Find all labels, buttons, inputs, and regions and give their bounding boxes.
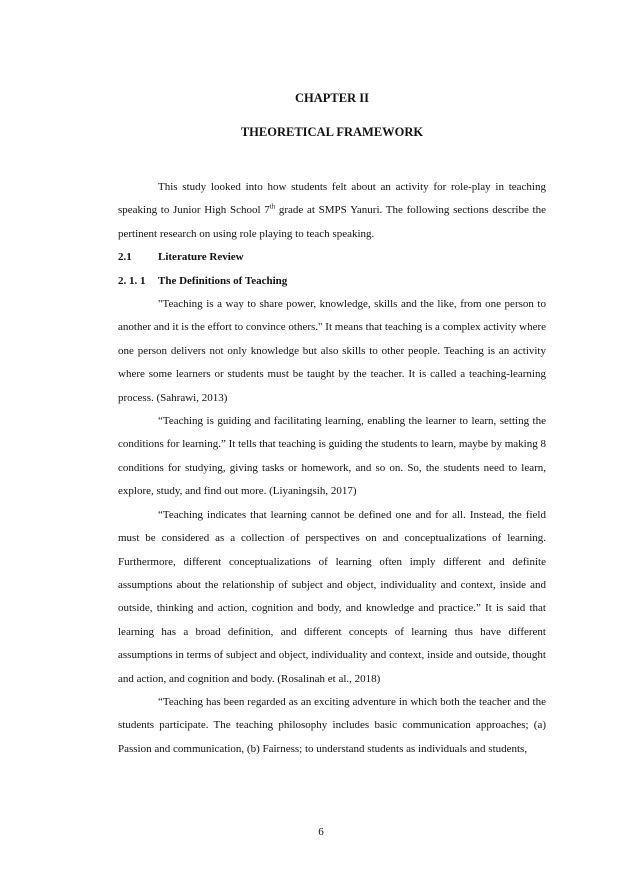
intro-text-start: This study looked into how students felt about an activity for role-play in teaching speaking to Junior High School 7 xyxy=(118,181,546,217)
paragraph-teaching-adventure: “Teaching has been regarded as an exciting adventure in which both the teacher and the students participate. The teaching philosophy includes basic communication approaches; (a) Passion and communication, (b) Fairness; to understand students as individuals and students, xyxy=(118,695,546,755)
paragraph-sahrawi: "Teaching is a way to share power, knowledge, skills and the like, from one person to another and it is the effort to convince others." It means that teaching is a complex activity where one person delivers not only knowledge but also skills to other people. Teaching is an activity where some learners or students must be taught by the teacher. It is called a teaching-learning process. (Sahrawi, 2013) xyxy=(118,298,546,404)
ordinal-superscript: th xyxy=(269,202,276,211)
paragraph-liyaningsih: “Teaching is guiding and facilitating learning, enabling the learner to learn, setting the conditions for learning.” It tells that teaching is guiding the students to learn, maybe by making 8 conditions for studying, giving tasks or homework, and so on. So, the students need to learn, explore, study, and find out more. (Liyaningsih, 2017) xyxy=(118,415,546,498)
page-number: 6 xyxy=(318,826,324,838)
intro-text-end: grade at SMPS Yanuri. The following sections describe the pertinent research on using role playing to teach speaking. xyxy=(118,204,546,240)
paragraph-rosalinah: “Teaching indicates that learning cannot be defined one and for all. Instead, the field must be considered as a collection of perspectives on and conceptualizations of learning. Furthermore, different conceptualizations of learning often imply different and definite assumptions about the relationship of subject and object, individuality and context, inside and outside, thinking and action, cognition and body, and knowledge and practice.” It is said that learning has a broad definition, and different concepts of learning thus have different assumptions in terms of subject and object, individuality and context, inside and outside, thought and action, and cognition and body. (Rosalinah et al., 2018) xyxy=(118,508,546,685)
intro-paragraph xyxy=(118,176,546,246)
section-number: 2.1 xyxy=(118,251,132,264)
subsection-heading xyxy=(118,270,546,293)
chapter-subtitle: THEORETICAL FRAMEWORK xyxy=(240,125,424,139)
subsection-title: The Definitions of Teaching xyxy=(158,274,288,287)
body-text xyxy=(118,176,546,761)
section-heading xyxy=(118,246,546,269)
subsection-number: 2. 1. 1 xyxy=(118,274,146,287)
chapter-title: CHAPTER II xyxy=(295,91,369,105)
section-title: Literature Review xyxy=(158,251,244,264)
